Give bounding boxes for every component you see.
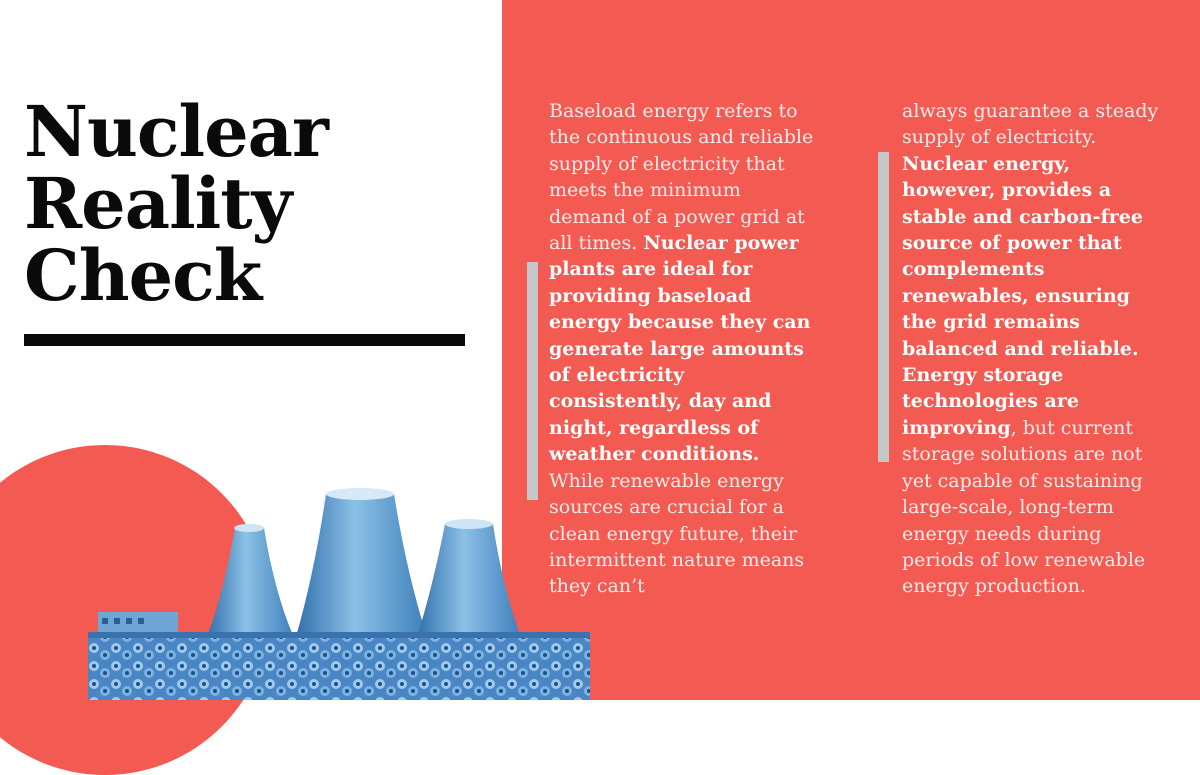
title-line-3: Check	[24, 234, 262, 317]
title-line-2: Reality	[24, 162, 292, 245]
column2-bold-text: Nuclear energy, however, provides a stable and carbon-free source of power that complements renewables, ensuring the grid remains balanced and reliable. Energy storage technologies are improving	[902, 152, 1143, 439]
column1-text-2: While renewable energy sources are crucial for a clean energy future, their intermittent nature means they can’t	[549, 469, 805, 598]
column2-text-1: always guarantee a steady supply of electricity.	[902, 100, 1159, 149]
column2-text-2: , but current storage solutions are not yet capable of sustaining large-scale, long-term energy needs during periods of low renewable energy production.	[902, 416, 1146, 598]
page-title	[24, 90, 328, 317]
column1-bold-text: Nuclear power plants are ideal for providing baseload energy because they can generate large amounts of electricity consistently, day and night, regardless of weather conditions.	[549, 232, 811, 466]
column1-text-1: Baseload energy refers to the continuous and reliable supply of electricity that meets the minimum demand of a power grid at all times.	[549, 100, 814, 255]
title-line-1: Nuclear	[24, 90, 328, 173]
cooling-towers-image	[88, 480, 590, 700]
quote-bar-right	[878, 152, 889, 462]
body-column-2	[902, 98, 1168, 600]
body-column-1	[549, 98, 815, 600]
title-underline	[24, 334, 465, 346]
quote-bar-left	[527, 262, 538, 500]
